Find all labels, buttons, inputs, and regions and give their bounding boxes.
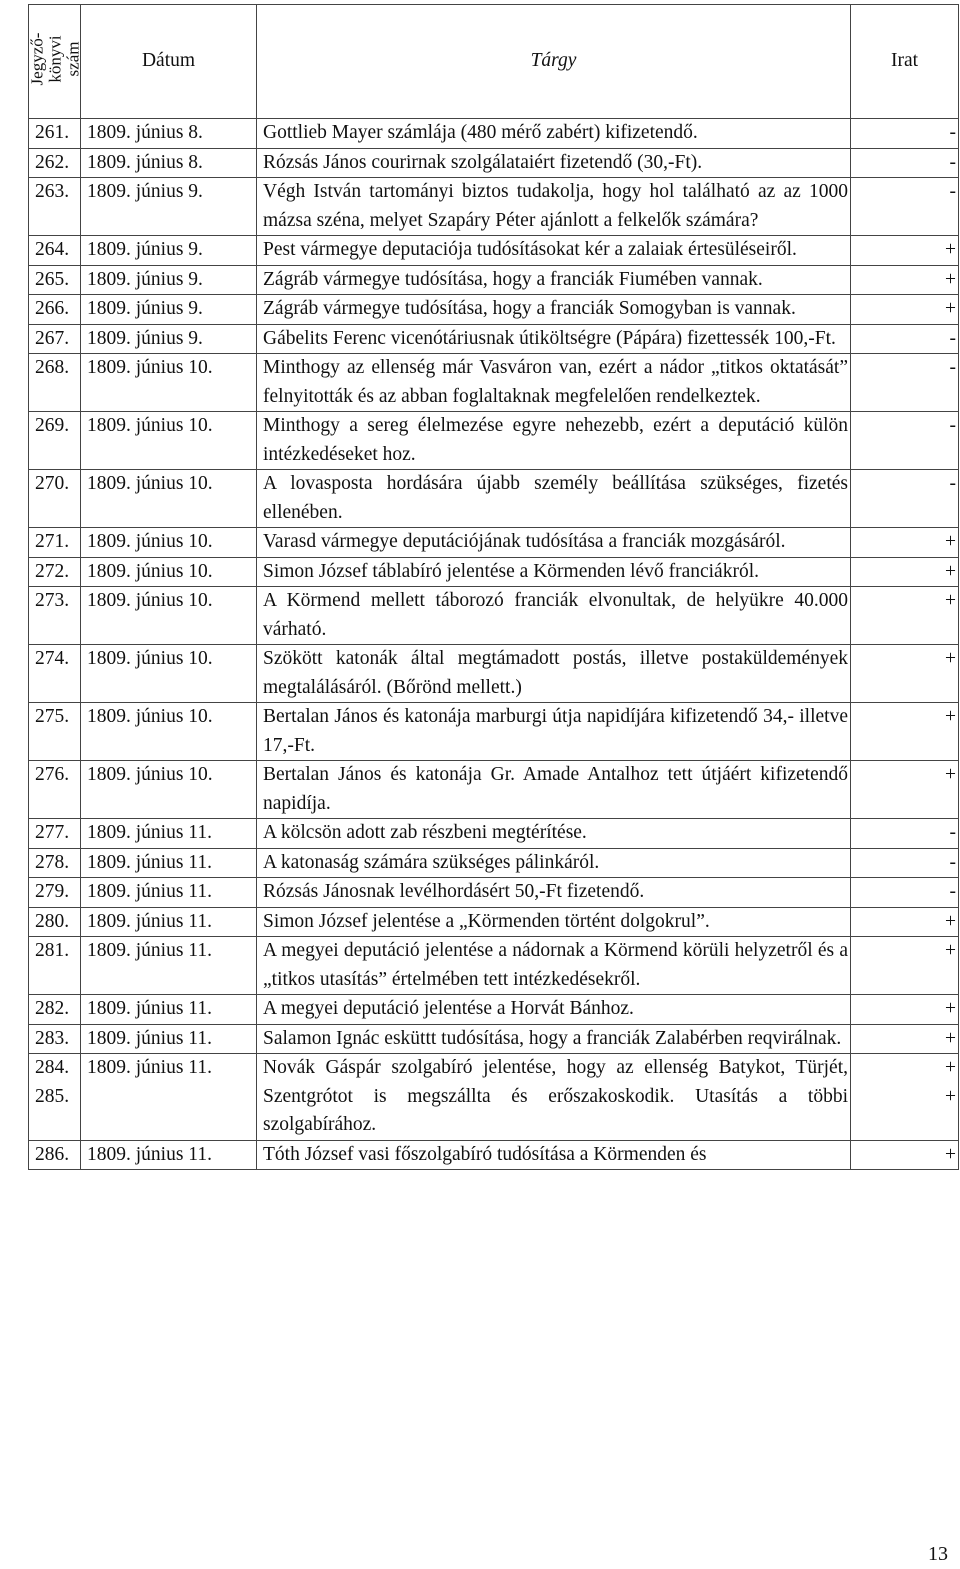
table-row: [29, 848, 959, 878]
table-row: [29, 907, 959, 937]
record-document-flag: -: [851, 354, 959, 412]
header-number-line-1: Jegyző-: [27, 32, 47, 86]
record-number: 267.: [29, 324, 81, 354]
record-document-flag: -: [851, 324, 959, 354]
record-date: 1809. június 11.: [81, 1024, 257, 1054]
header-subject: Tárgy: [257, 5, 851, 119]
record-subject: Rózsás János courirnak szolgálataiért fizetendő (30,-Ft).: [257, 148, 851, 178]
record-subject: Varasd vármegye deputációjának tudósítása a franciák mozgásáról.: [257, 528, 851, 558]
table-row: [29, 937, 959, 995]
table-row: [29, 119, 959, 149]
record-number: 270.: [29, 470, 81, 528]
table-row: [29, 1054, 959, 1141]
record-subject: Novák Gáspár szolgabíró jelentése, hogy az ellenség Batykot, Türjét, Szentgrótot is megszállta és erőszakoskodik. Utasítás a többi szolgabírához.: [257, 1054, 851, 1141]
record-subject: Rózsás Jánosnak levélhordásért 50,-Ft fizetendő.: [257, 878, 851, 908]
record-document-flag: +: [851, 937, 959, 995]
record-subject: Bertalan János és katonája Gr. Amade Antalhoz tett útjáért kifizetendő napidíja.: [257, 761, 851, 819]
record-number: 268.: [29, 354, 81, 412]
record-number: 272.: [29, 557, 81, 587]
record-subject: Gábelits Ferenc vicenótáriusnak útiköltségre (Pápára) fizettessék 100,-Ft.: [257, 324, 851, 354]
record-number: 280.: [29, 907, 81, 937]
record-subject: Pest vármegye deputaciója tudósításokat kér a zalaiak értesüléseiről.: [257, 236, 851, 266]
table-row: [29, 1140, 959, 1170]
record-date: 1809. június 9.: [81, 295, 257, 325]
record-date: 1809. június 11.: [81, 819, 257, 849]
table-row: [29, 557, 959, 587]
record-document-flag: +: [851, 265, 959, 295]
record-document-flag: +: [851, 295, 959, 325]
record-number: 281.: [29, 937, 81, 995]
record-subject: A megyei deputáció jelentése a nádornak a Körmend körüli helyzetről és a „titkos utasítás” értelmében tett intézkedésekről.: [257, 937, 851, 995]
record-subject: Zágráb vármegye tudósítása, hogy a franciák Somogyban is vannak.: [257, 295, 851, 325]
record-subject: A kölcsön adott zab részbeni megtérítése.: [257, 819, 851, 849]
header-number-line-3: szám: [63, 41, 83, 77]
table-row: [29, 354, 959, 412]
record-date: 1809. június 11.: [81, 1140, 257, 1170]
record-number: 278.: [29, 848, 81, 878]
record-document-flag: +: [851, 587, 959, 645]
record-number: 265.: [29, 265, 81, 295]
table-row: [29, 761, 959, 819]
record-number: 273.: [29, 587, 81, 645]
record-number: 277.: [29, 819, 81, 849]
table-row: [29, 995, 959, 1025]
record-date: 1809. június 11.: [81, 937, 257, 995]
header-row: [29, 5, 959, 119]
record-subject: Simon József jelentése a „Körmenden történt dolgokrul”.: [257, 907, 851, 937]
record-document-flag: +: [851, 907, 959, 937]
page-number: 13: [928, 1543, 948, 1565]
record-date: 1809. június 9.: [81, 324, 257, 354]
record-document-flag: +: [851, 236, 959, 266]
record-document-flag: -: [851, 819, 959, 849]
header-document: Irat: [851, 5, 959, 119]
record-subject: Bertalan János és katonája marburgi útja napidíjára kifizetendő 34,- illetve 17,-Ft.: [257, 703, 851, 761]
table-row: [29, 703, 959, 761]
table-row: [29, 295, 959, 325]
record-document-flag: -: [851, 878, 959, 908]
record-number: 274.: [29, 645, 81, 703]
record-date: 1809. június 11.: [81, 878, 257, 908]
record-number: 261.: [29, 119, 81, 149]
record-document-flag: +: [851, 1140, 959, 1170]
record-number: 284. 285.: [29, 1054, 81, 1141]
record-document-flag: -: [851, 119, 959, 149]
header-date: Dátum: [81, 5, 257, 119]
register-table: [28, 4, 959, 1170]
record-date: 1809. június 9.: [81, 236, 257, 266]
record-number: 286.: [29, 1140, 81, 1170]
record-document-flag: +: [851, 995, 959, 1025]
record-document-flag: -: [851, 148, 959, 178]
record-date: 1809. június 10.: [81, 587, 257, 645]
record-number: 263.: [29, 178, 81, 236]
record-date: 1809. június 11.: [81, 907, 257, 937]
record-number: 282.: [29, 995, 81, 1025]
record-subject: Simon József táblabíró jelentése a Körmenden lévő franciákról.: [257, 557, 851, 587]
record-document-flag: -: [851, 412, 959, 470]
record-date: 1809. június 10.: [81, 528, 257, 558]
record-number: 283.: [29, 1024, 81, 1054]
table-row: [29, 528, 959, 558]
record-subject: Minthogy az ellenség már Vasváron van, ezért a nádor „titkos oktatását” felnyitották és az abban foglaltaknak megfelelően rendelkeztek.: [257, 354, 851, 412]
record-date: 1809. június 10.: [81, 645, 257, 703]
record-number: 269.: [29, 412, 81, 470]
header-number-line-2: könyvi: [45, 35, 65, 83]
record-subject: A Körmend mellett táborozó franciák elvonultak, de helyükre 40.000 várható.: [257, 587, 851, 645]
record-date: 1809. június 8.: [81, 119, 257, 149]
table-row: [29, 324, 959, 354]
record-subject: Zágráb vármegye tudósítása, hogy a franciák Fiumében vannak.: [257, 265, 851, 295]
record-subject: Salamon Ignác esküttt tudósítása, hogy a franciák Zalabérben reqvirálnak.: [257, 1024, 851, 1054]
record-document-flag: + +: [851, 1054, 959, 1141]
record-document-flag: +: [851, 645, 959, 703]
header-record-number: [29, 5, 81, 119]
record-date: 1809. június 11.: [81, 848, 257, 878]
table-row: [29, 587, 959, 645]
record-subject: Tóth József vasi főszolgabíró tudósítása a Körmenden és: [257, 1140, 851, 1170]
record-number: 275.: [29, 703, 81, 761]
record-number: 276.: [29, 761, 81, 819]
record-document-flag: -: [851, 178, 959, 236]
record-date: 1809. június 9.: [81, 265, 257, 295]
table-row: [29, 1024, 959, 1054]
record-document-flag: +: [851, 1024, 959, 1054]
record-date: 1809. június 10.: [81, 470, 257, 528]
record-document-flag: -: [851, 848, 959, 878]
record-date: 1809. június 10.: [81, 703, 257, 761]
record-date: 1809. június 9.: [81, 178, 257, 236]
record-number: 279.: [29, 878, 81, 908]
record-date: 1809. június 10.: [81, 761, 257, 819]
record-date: 1809. június 10.: [81, 354, 257, 412]
record-subject: A lovasposta hordására újabb személy beállítása szükséges, fizetés ellenében.: [257, 470, 851, 528]
table-row: [29, 819, 959, 849]
record-document-flag: +: [851, 557, 959, 587]
record-subject: Gottlieb Mayer számlája (480 mérő zabért) kifizetendő.: [257, 119, 851, 149]
record-subject: A megyei deputáció jelentése a Horvát Bánhoz.: [257, 995, 851, 1025]
table-row: [29, 148, 959, 178]
record-subject: A katonaság számára szükséges pálinkáról.: [257, 848, 851, 878]
record-subject: Szökött katonák által megtámadott postás, illetve postaküldemények megtalálásáról. (Bőrönd mellett.): [257, 645, 851, 703]
record-date: 1809. június 10.: [81, 412, 257, 470]
record-date: 1809. június 10.: [81, 557, 257, 587]
record-document-flag: -: [851, 470, 959, 528]
record-number: 266.: [29, 295, 81, 325]
record-number: 264.: [29, 236, 81, 266]
table-row: [29, 412, 959, 470]
table-row: [29, 265, 959, 295]
record-number: 262.: [29, 148, 81, 178]
table-row: [29, 878, 959, 908]
table-row: [29, 645, 959, 703]
record-date: 1809. június 8.: [81, 148, 257, 178]
record-subject: Minthogy a sereg élelmezése egyre nehezebb, ezért a deputáció külön intézkedéseket hoz.: [257, 412, 851, 470]
table-row: [29, 470, 959, 528]
record-document-flag: +: [851, 528, 959, 558]
table-row: [29, 178, 959, 236]
record-number: 271.: [29, 528, 81, 558]
record-subject: Végh István tartományi biztos tudakolja, hogy hol található az az 1000 mázsa széna, melyet Szapáry Péter ajánlott a felkelők számára?: [257, 178, 851, 236]
record-date: 1809. június 11.: [81, 1054, 257, 1141]
record-document-flag: +: [851, 761, 959, 819]
record-date: 1809. június 11.: [81, 995, 257, 1025]
table-row: [29, 236, 959, 266]
record-document-flag: +: [851, 703, 959, 761]
